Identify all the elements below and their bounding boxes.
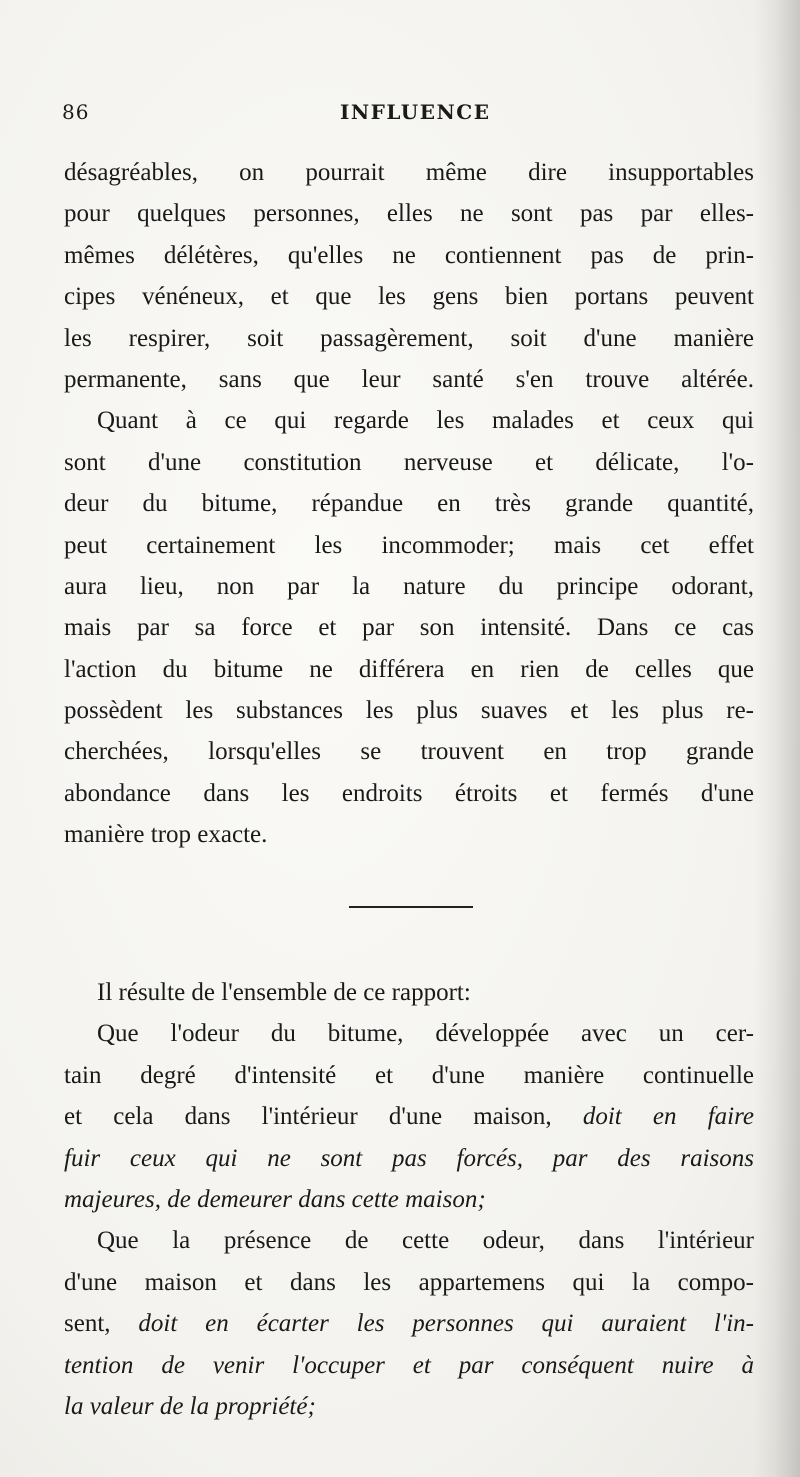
text-italic: doit en faire	[582, 1103, 754, 1131]
text-line: tention de venir l'occuper et par conséquent nuire à	[64, 1351, 754, 1379]
text-line: mêmes délétères, qu'elles ne contiennent pas de prin-	[64, 241, 754, 269]
text-line: permanente, sans que leur santé s'en trouve altérée.	[64, 365, 754, 393]
text-line: peut certainement les incommoder; mais cet effet	[64, 531, 754, 559]
text-line: abondance dans les endroits étroits et fermés d'une	[64, 779, 754, 807]
text-line: la valeur de la propriété;	[64, 1392, 316, 1420]
text-line: cipes vénéneux, et que les gens bien portans peuvent	[64, 283, 754, 311]
page-number: 86	[62, 100, 90, 124]
binding-shadow	[754, 0, 800, 1477]
text-line: mais par sa force et par son intensité. Dans ce cas	[64, 614, 754, 642]
text-line: désagréables, on pourrait même dire insupportables	[64, 159, 754, 186]
section-divider	[349, 906, 473, 908]
text-line: Que la présence de cette odeur, dans l'intérieur	[97, 1227, 754, 1255]
text-line: deur du bitume, répandue en très grande quantité,	[64, 490, 754, 518]
text-line: manière trop exacte.	[64, 821, 268, 849]
paragraph-malades	[64, 400, 754, 855]
text-italic: doit en écarter les personnes qui auraient l'in-	[138, 1310, 754, 1338]
text-line: fuir ceux qui ne sont pas forcés, par des raisons	[64, 1144, 754, 1172]
text-line: les respirer, soit passagèrement, soit d'une manière	[64, 324, 754, 352]
text-line: aura lieu, non par la nature du principe odorant,	[64, 572, 754, 600]
text-line: Que l'odeur du bitume, développée avec un cer-	[97, 1020, 754, 1048]
conclusion-text	[64, 972, 754, 1427]
conclusion-intro: Il résulte de l'ensemble de ce rapport:	[97, 979, 471, 1006]
paragraph-continuation	[64, 152, 754, 400]
conclusion-item-2	[64, 1220, 754, 1427]
text-line: Quant à ce qui regarde les malades et ceux qui	[97, 407, 754, 435]
text-line: d'une maison et dans les appartemens qui la compo-	[64, 1268, 754, 1296]
conclusion-item-1	[64, 1013, 754, 1220]
page-header	[62, 100, 752, 136]
text-line: pour quelques personnes, elles ne sont pas par elles-	[64, 200, 754, 228]
text-line: possèdent les substances les plus suaves et les plus re-	[64, 697, 754, 725]
text-roman: sent,	[64, 1310, 139, 1338]
text-line: l'action du bitume ne différera en rien de celles que	[64, 655, 754, 683]
text-line: cherchées, lorsqu'elles se trouvent en trop grande	[64, 738, 754, 766]
text-line-mixed	[64, 1303, 754, 1344]
text-line: sont d'une constitution nerveuse et délicate, l'o-	[64, 448, 754, 476]
running-head: INFLUENCE	[340, 100, 491, 124]
text-roman: et cela dans l'intérieur d'une maison,	[64, 1103, 583, 1131]
text-line: majeures, de demeurer dans cette maison;	[64, 1185, 486, 1213]
text-line-mixed	[64, 1096, 754, 1137]
text-line: tain degré d'intensité et d'une manière continuelle	[64, 1061, 754, 1089]
body-text-top	[64, 152, 754, 856]
